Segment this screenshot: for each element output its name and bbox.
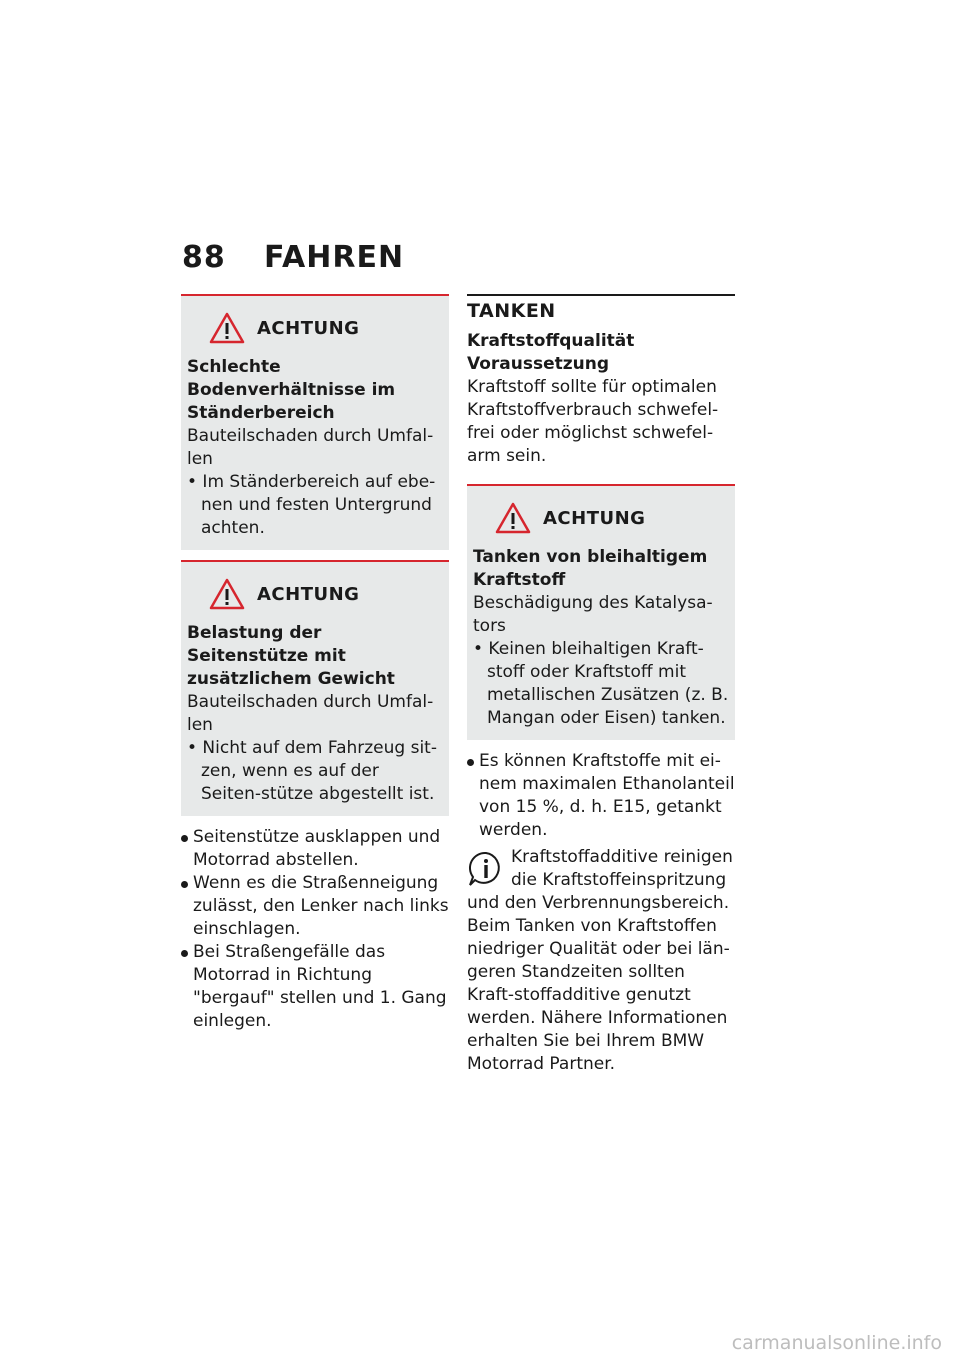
info-text: Kraftstoffadditive reinigen die Kraftstoffeinspritzung und den Verbrennungsbereich. Beim Tanken von Kraftstoffen niedriger Qualität oder bei län-geren Standzeiten sollten Kraft-stoffadditive genutzt werden. Nähere Informationen erhalten Sie bei Ihrem BMW Motorrad Partner. <box>467 847 733 1074</box>
warning-triangle-icon <box>209 312 245 344</box>
warning-title: ACHTUNG <box>257 317 360 339</box>
warning-title: ACHTUNG <box>257 583 360 605</box>
warning-header <box>495 502 729 534</box>
warning-consequence: Bauteilschaden durch Umfal-len <box>187 692 434 735</box>
warning-box <box>181 560 449 816</box>
warning-subtitle: Schlechte Bodenverhältnisse im Ständerbereich <box>187 357 396 423</box>
step-list <box>181 826 449 1033</box>
warning-triangle-icon <box>495 502 531 534</box>
subsection-heading: Kraftstoffqualität <box>467 331 635 351</box>
step-list <box>467 750 735 842</box>
warning-consequence: Bauteilschaden durch Umfal-len <box>187 426 434 469</box>
step-item: Wenn es die Straßenneigung zulässt, den Lenker nach links einschlagen. <box>181 872 449 941</box>
info-note <box>467 846 735 1076</box>
section-heading: TANKEN <box>467 294 735 322</box>
prerequisite-heading: Voraussetzung <box>467 354 610 374</box>
warning-triangle-icon <box>209 578 245 610</box>
warning-subtitle: Tanken von bleihaltigem Kraftstoff <box>473 547 708 590</box>
warning-action: • Nicht auf dem Fahrzeug sit-zen, wenn es auf der Seiten-stütze abgestellt ist. <box>187 738 437 804</box>
page-number: 88 <box>182 240 226 275</box>
warning-action: • Im Ständerbereich auf ebe-nen und festen Untergrund achten. <box>187 472 436 538</box>
left-column <box>181 294 449 1033</box>
intro-paragraph: Kraftstoff sollte für optimalen Kraftstoffverbrauch schwefel-frei oder möglichst schwefel-arm sein. <box>467 377 719 466</box>
warning-header <box>209 312 443 344</box>
watermark: carmanualsonline.info <box>731 1332 942 1354</box>
warning-box <box>181 294 449 550</box>
warning-subtitle: Belastung der Seitenstütze mit zusätzlichem Gewicht <box>187 623 395 689</box>
warning-box <box>467 484 735 740</box>
info-icon <box>467 850 505 888</box>
right-column <box>467 294 735 1076</box>
warning-consequence: Beschädigung des Katalysa-tors <box>473 593 713 636</box>
step-item: Bei Straßengefälle das Motorrad in Richtung "bergauf" stellen und 1. Gang einlegen. <box>181 941 449 1033</box>
warning-action: • Keinen bleihaltigen Kraft-stoff oder Kraftstoff mit metallischen Zusätzen (z. B. Mangan oder Eisen) tanken. <box>473 639 729 728</box>
warning-title: ACHTUNG <box>543 507 646 529</box>
warning-header <box>209 578 443 610</box>
step-item: Seitenstütze ausklappen und Motorrad abstellen. <box>181 826 449 872</box>
page-header <box>182 240 404 275</box>
section-title: FAHREN <box>264 240 405 275</box>
step-item: Es können Kraftstoffe mit ei-nem maximalen Ethanolanteil von 15 %, d. h. E15, getankt werden. <box>467 750 735 842</box>
